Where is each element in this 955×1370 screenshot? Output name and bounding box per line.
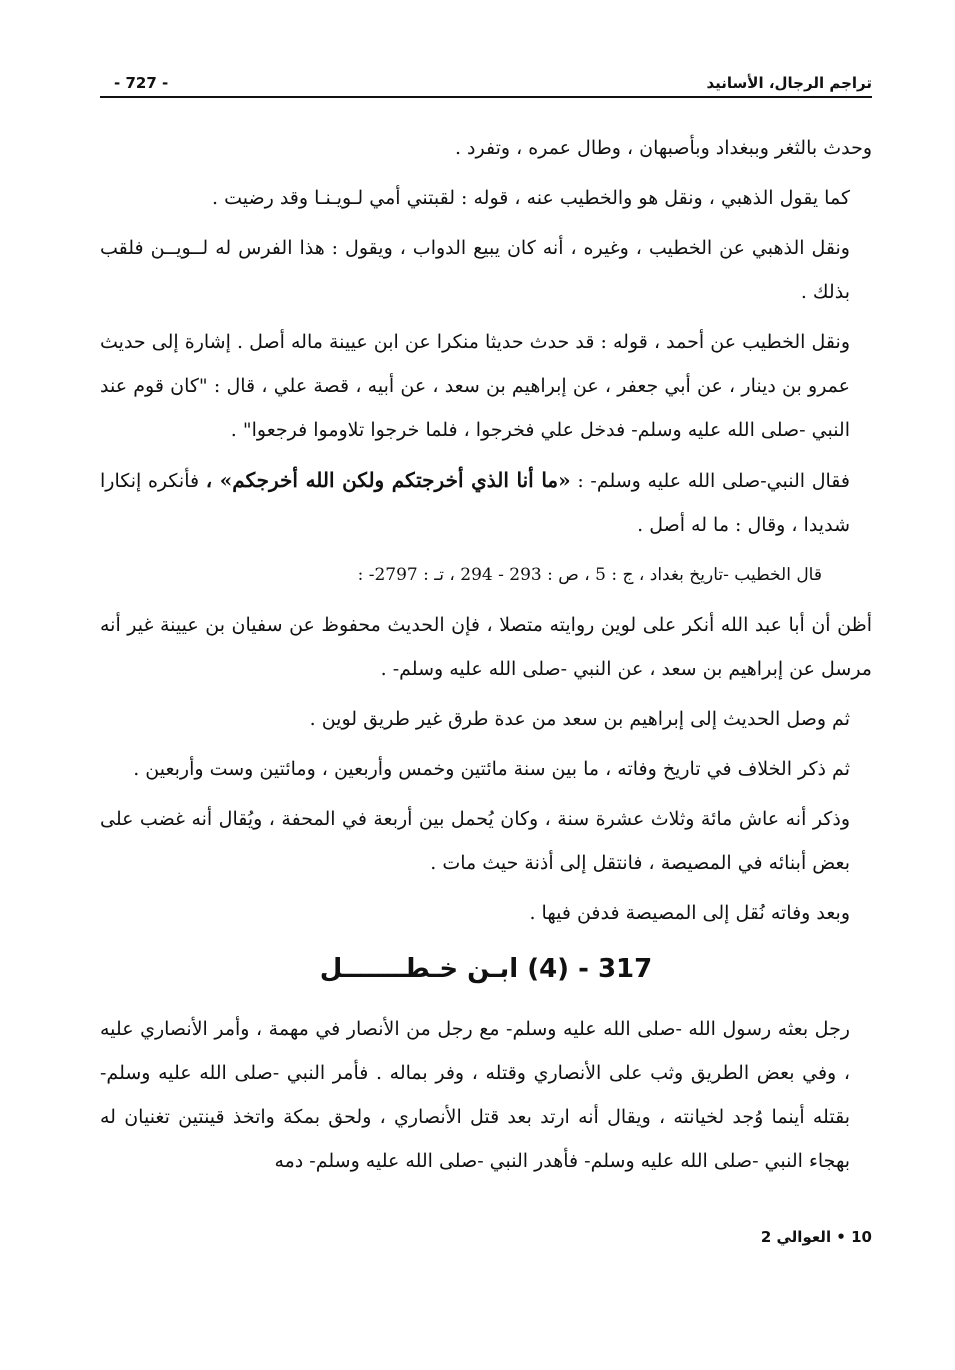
paragraph: كما يقول الذهبي ، ونقل هو والخطيب عنه ، قوله : لقبتني أمي لـويـنـا وقد رضيت . bbox=[212, 187, 850, 209]
quote-tail: فأنكره إنكارا شديدا ، وقال : ما له أصل . bbox=[100, 470, 850, 536]
paragraph: ونقل الخطيب عن أحمد ، قوله : قد حدث حديثا منكرا عن ابن عيينة ماله أصل . إشارة إلى حديث عمرو بن دينار ، عن أبي جعفر ، عن إبراهيم بن سعد ، عن أبيه ، قصة علي ، قال : "كان قوم عند النبي -صلى الله عليه وسلم- فدخل علي فخرجوا ، فلما خرجوا تلاوموا فرجعوا" . bbox=[100, 331, 850, 441]
paragraph: وذكر أنه عاش مائة وثلاث عشرة سنة ، وكان يُحمل بين أربعة في المحفة ، ويُقال أنه غضب على بعض أبنائه في المصيصة ، فانتقل إلى أذنة حيث مات . bbox=[100, 808, 850, 874]
running-header bbox=[100, 58, 872, 98]
quote-lead: فقال النبي-صلى الله عليه وسلم- : bbox=[570, 470, 850, 492]
paragraph: وبعد وفاته نُقل إلى المصيصة فدفن فيها . bbox=[529, 902, 850, 924]
running-title: تراجم الرجال، الأسانيد bbox=[706, 74, 872, 92]
entry-heading: 317 - (4) ابـن خـطـــــــل bbox=[319, 954, 653, 984]
paragraph: ونقل الذهبي عن الخطيب ، وغيره ، أنه كان يبيع الدواب ، ويقول : هذا الفرس له لــويــن فلقب بذلك . bbox=[100, 237, 850, 303]
paragraph: ثم ذكر الخلاف في تاريخ وفاته ، ما بين سنة مائتين وخمس وأربعين ، ومائتين وست وأربعين . bbox=[133, 758, 850, 780]
page-number: - 727 - bbox=[114, 74, 169, 92]
page bbox=[100, 58, 872, 1189]
paragraph: ثم وصل الحديث إلى إبراهيم بن سعد من عدة طرق غير طريق لوين . bbox=[309, 708, 850, 730]
entry-paragraph: رجل بعثه رسول الله -صلى الله عليه وسلم- مع رجل من الأنصار في مهمة ، وأمر الأنصاري عليه ، وفي بعض الطريق وثب على الأنصاري وقتله ، وفر بماله . فأمر النبي -صلى الله عليه وسلم- بقتله أينما وُجد لخيانته ، ويقال أنه ارتد بعد قتل الأنصاري ، ولحق بمكة واتخذ قينتين تغنيان له بهجاء النبي -صلى الله عليه وسلم- فأهدر النبي -صلى الله عليه وسلم- دمه bbox=[100, 1018, 850, 1172]
footer-signature: 10 • العوالي 2 bbox=[760, 1228, 872, 1246]
source-citation: قال الخطيب -تاريخ بغداد ، ج : 5 ، ص : 293 - 294 ، تـ : 2797- : bbox=[357, 565, 822, 585]
paragraph: وحدث بالثغر وببغداد وبأصبهان ، وطال عمره ، وتفرد . bbox=[454, 137, 872, 159]
quote-paragraph bbox=[100, 458, 872, 547]
hadith-quote: «ما أنا الذي أخرجتكم ولكن الله أخرجكم» ، bbox=[205, 468, 571, 492]
paragraph: أظن أن أبا عبد الله أنكر على لوين روايته متصلا ، فإن الحديث محفوظ عن سفيان بن عيينة غير أنه مرسل عن إبراهيم بن سعد ، عن النبي -صلى الله عليه وسلم- . bbox=[100, 614, 872, 680]
body-text bbox=[100, 126, 872, 1183]
